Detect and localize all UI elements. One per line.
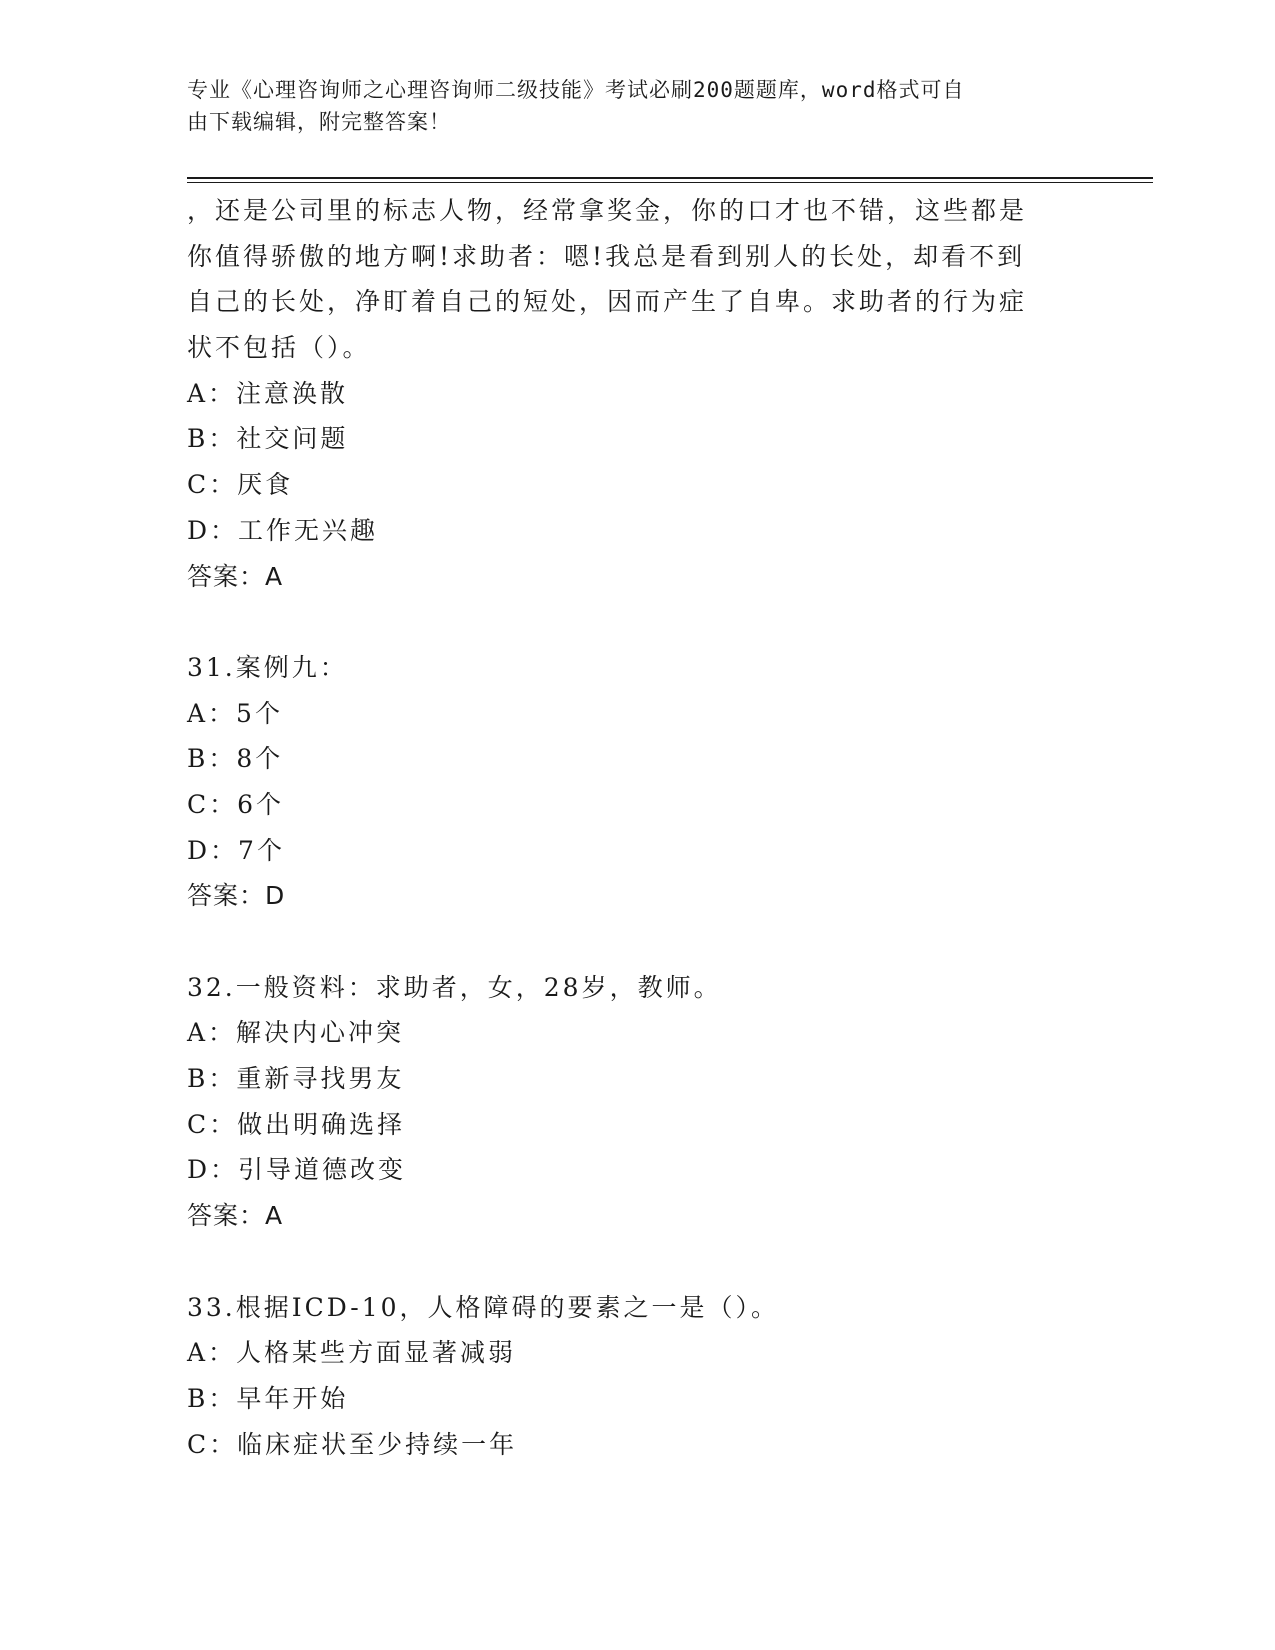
question-continuation xyxy=(187,188,1077,599)
stem-line: ，还是公司里的标志人物，经常拿奖金，你的口才也不错，这些都是 xyxy=(187,196,1028,225)
answer-line: 答案：A xyxy=(187,561,284,591)
stem-line: 你值得骄傲的地方啊!求助者：嗯!我总是看到别人的长处，却看不到 xyxy=(187,241,1026,271)
option-d: D：引导道德改变 xyxy=(187,1155,407,1185)
question-content xyxy=(187,188,1077,1467)
option-a: A：5个 xyxy=(187,698,283,728)
option-b: B：社交问题 xyxy=(187,424,349,454)
question-32 xyxy=(187,965,1077,1239)
answer-line: 答案：D xyxy=(187,881,286,911)
question-33 xyxy=(187,1285,1077,1468)
header-line-1: 专业《心理咨询师之心理咨询师二级技能》考试必刷200题题库，word格式可自 xyxy=(187,78,965,102)
option-c: C：临床症状至少持续一年 xyxy=(187,1429,518,1459)
question-31 xyxy=(187,645,1077,919)
document-header xyxy=(187,74,1067,138)
option-c: C：6个 xyxy=(187,789,285,819)
header-divider-thin xyxy=(187,182,1153,183)
option-b: B：重新寻找男友 xyxy=(187,1064,405,1094)
question-stem: 31.案例九： xyxy=(187,652,348,682)
option-d: D：工作无兴趣 xyxy=(187,515,379,545)
question-gap xyxy=(187,919,1077,965)
option-b: B：早年开始 xyxy=(187,1383,349,1413)
header-divider-thick xyxy=(187,177,1153,179)
stem-line: 自己的长处，净盯着自己的短处，因而产生了自卑。求助者的行为症 xyxy=(187,287,1028,317)
option-c: C：厌食 xyxy=(187,470,294,500)
header-line-2: 由下载编辑，附完整答案！ xyxy=(187,110,451,134)
question-stem: 33.根据ICD-10，人格障碍的要素之一是（）。 xyxy=(187,1292,780,1322)
option-b: B：8个 xyxy=(187,744,284,774)
option-d: D：7个 xyxy=(187,835,285,865)
answer-line: 答案：A xyxy=(187,1201,284,1231)
option-c: C：做出明确选择 xyxy=(187,1109,406,1139)
stem-line: 状不包括（）。 xyxy=(187,333,371,363)
option-a: A：人格某些方面显著减弱 xyxy=(187,1338,517,1368)
question-gap xyxy=(187,599,1077,645)
question-gap xyxy=(187,1239,1077,1285)
question-stem: 32.一般资料：求助者，女，28岁，教师。 xyxy=(187,972,722,1002)
option-a: A：注意涣散 xyxy=(187,378,349,408)
option-a: A：解决内心冲突 xyxy=(187,1018,405,1048)
